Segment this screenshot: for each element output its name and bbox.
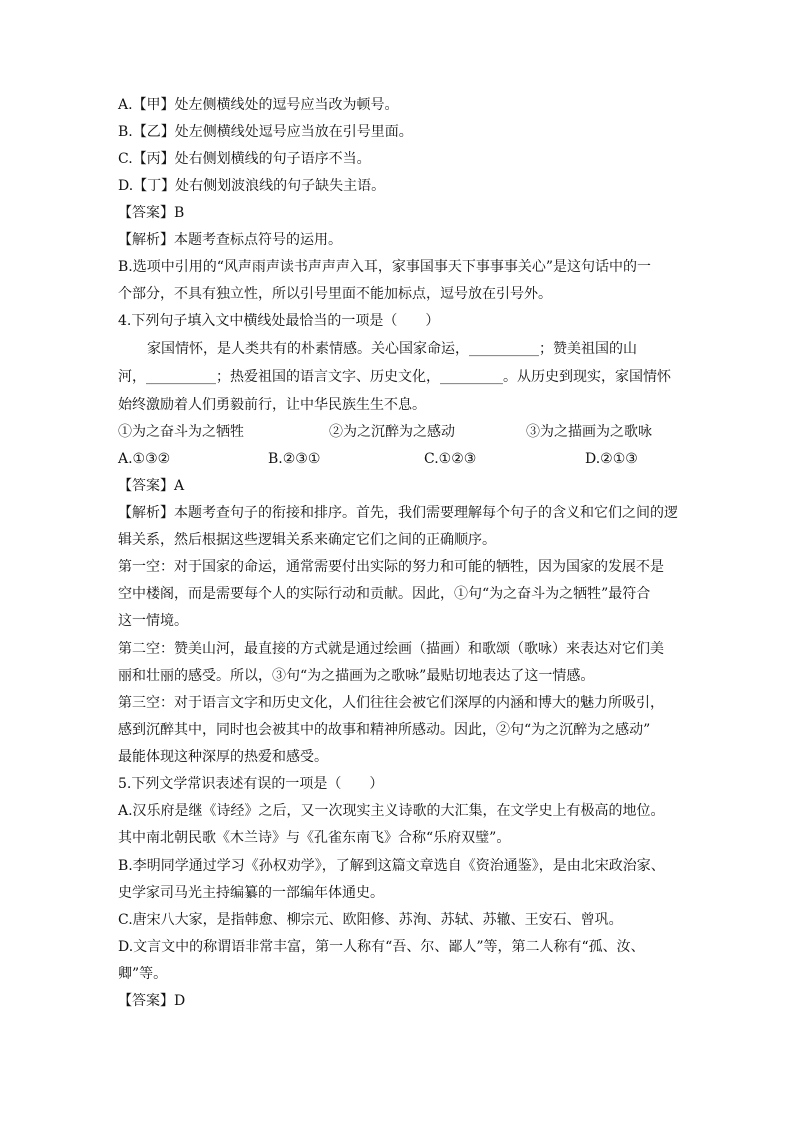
q3-option-a: A.【甲】处左侧横线处的逗号应当改为顿号。: [118, 97, 399, 113]
q3-option-b: B.【乙】处左侧横线处逗号应当放在引号里面。: [118, 124, 413, 140]
q4-analysis-line: 第三空：对于语言文字和历史文化，人们往往会被它们深厚的内涵和博大的魅力所吸引，: [118, 695, 664, 711]
q4-analysis-line: 辑关系，然后根据这些逻辑关系来确定它们之间的正确顺序。: [118, 532, 496, 548]
q4-passage-line: 河，__________；热爱祖国的语言文字、历史文化，_________。从历史到现实，家国情怀: [118, 369, 671, 385]
q4-option-c: C.①②③: [424, 451, 477, 467]
q3-answer: 【答案】B: [118, 205, 185, 221]
q4-sentence-3: ③为之描画为之歌咏: [526, 424, 652, 440]
q3-option-c: C.【丙】处右侧划横线的句子语序不当。: [118, 151, 371, 167]
q4-analysis-line: 丽和壮丽的感受。所以，③句“为之描画为之歌咏”最贴切地表达了这一情感。: [118, 668, 595, 684]
q3-option-d: D.【丁】处右侧划波浪线的句子缺失主语。: [118, 178, 386, 194]
q4-option-d: D.②①③: [585, 451, 638, 467]
q5-option-a: A.汉乐府是继《诗经》之后，又一次现实主义诗歌的大汇集，在文学史上有极高的地位。: [118, 803, 665, 819]
q5-option-d: D.文言文中的称谓语非常丰富，第一人称有“吾、尔、鄙人”等，第二人称有“孤、汝、: [118, 939, 645, 955]
q5-option-b: B.李明同学通过学习《孙权劝学》，了解到这篇文章选自《资治通鉴》，是由北宋政治家、: [118, 858, 665, 874]
q5-stem: 5.下列文学常识表述有误的一项是（ ）: [118, 776, 384, 792]
q4-sentence-2: ②为之沉醉为之感动: [329, 424, 455, 440]
q4-option-a: A.①③②: [118, 451, 171, 467]
q4-passage-line: 始终激励着人们勇毅前行，让中华民族生生不息。: [118, 397, 426, 413]
q4-analysis-line: 【解析】本题考查句子的衔接和排序。首先，我们需要理解每个句子的含义和它们之间的逻: [118, 505, 678, 521]
q4-stem: 4.下列句子填入文中横线处最恰当的一项是（ ）: [118, 313, 440, 329]
q5-option-b-cont: 史学家司马光主持编纂的一部编年体通史。: [118, 885, 384, 901]
q4-analysis-line: 空中楼阁，而是需要每个人的实际行动和贡献。因此，①句“为之奋斗为之牺牲”最符合: [118, 586, 651, 602]
q4-option-b: B.②③①: [268, 451, 321, 467]
q5-option-c: C.唐宋八大家，是指韩愈、柳宗元、欧阳修、苏洵、苏轼、苏辙、王安石、曾巩。: [118, 912, 623, 928]
q4-analysis-line: 感到沉醉其中，同时也会被其中的故事和精神所感动。因此，②句“为之沉醉为之感动”: [118, 722, 651, 738]
q3-analysis-line: 个部分，不具有独立性，所以引号里面不能加标点，逗号放在引号外。: [118, 286, 552, 302]
q4-answer: 【答案】A: [118, 478, 185, 494]
q4-analysis-line: 第二空：赞美山河，最直接的方式就是通过绘画（描画）和歌颂（歌咏）来表达对它们美: [118, 641, 664, 657]
q4-sentence-1: ①为之奋斗为之牺牲: [118, 424, 244, 440]
q5-option-d-cont: 卿”等。: [118, 966, 168, 982]
q4-analysis-line: 最能体现这种深厚的热爱和感受。: [118, 749, 328, 765]
q5-option-a-cont: 其中南北朝民歌《木兰诗》与《孔雀东南飞》合称“乐府双璧”。: [118, 830, 511, 846]
q4-passage-line: 家国情怀，是人类共有的朴素情感。关心国家命运，__________；赞美祖国的山: [147, 341, 637, 357]
q3-analysis-line: 【解析】本题考查标点符号的运用。: [118, 232, 342, 248]
q4-analysis-line: 第一空：对于国家的命运，通常需要付出实际的努力和可能的牺牲，因为国家的发展不是: [118, 559, 664, 575]
q5-answer: 【答案】D: [118, 993, 186, 1009]
q4-analysis-line: 这一情境。: [118, 613, 188, 629]
q3-analysis-line: B.选项中引用的“风声雨声读书声声声入耳，家事国事天下事事事关心”是这句话中的一: [118, 259, 652, 275]
